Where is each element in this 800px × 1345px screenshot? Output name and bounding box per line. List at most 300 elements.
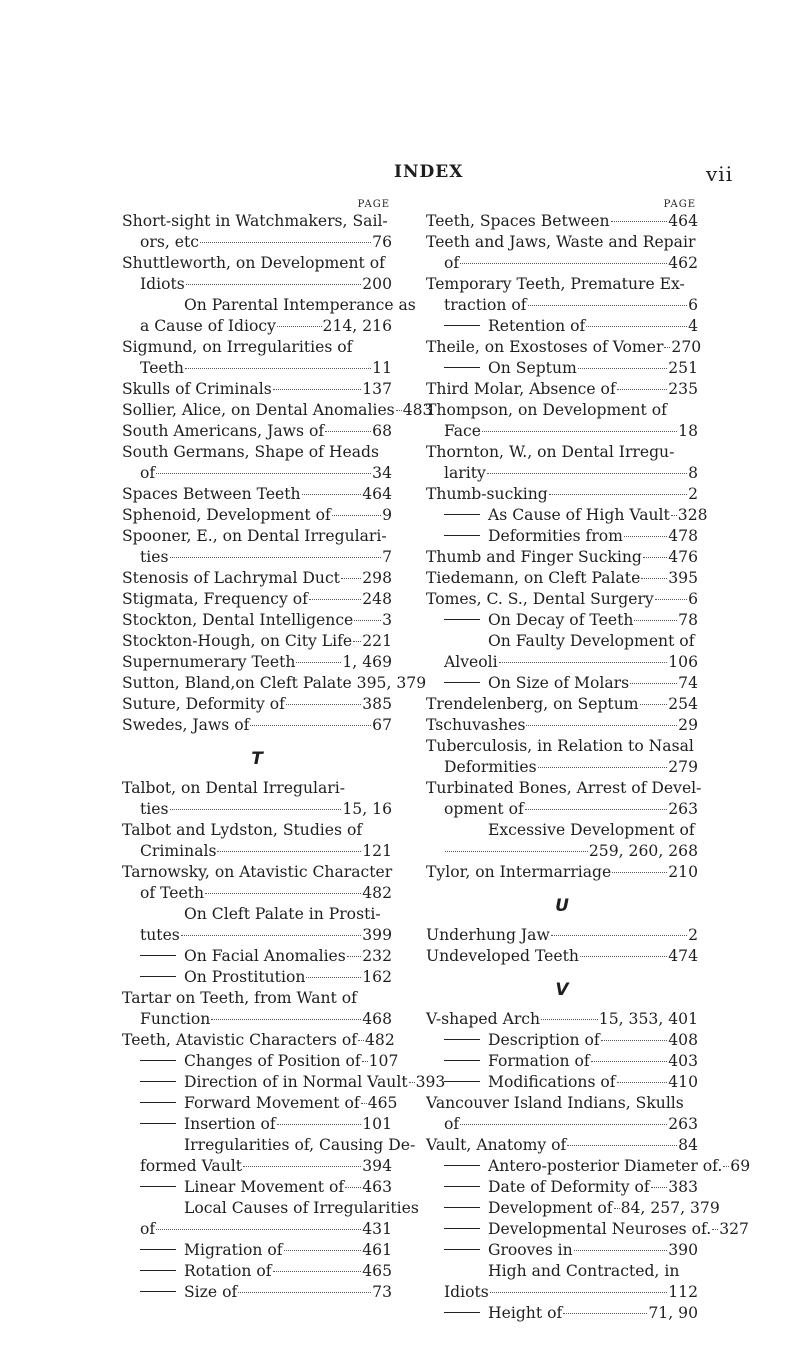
entry-text: Migration of <box>184 1241 283 1259</box>
index-entry-heading <box>122 1198 419 1219</box>
entry-text: of <box>444 1115 460 1133</box>
index-entry <box>426 946 698 967</box>
index-entry <box>122 1240 392 1261</box>
entry-text: South Germans, Shape of Heads <box>122 443 379 461</box>
index-entry <box>122 631 392 652</box>
page-ref: 121 <box>362 842 392 860</box>
page-ref: 101 <box>362 1115 392 1133</box>
dot-leader <box>617 389 668 390</box>
entry-text: Stigmata, Frequency of <box>122 590 308 608</box>
dot-leader <box>325 431 371 432</box>
dot-leader <box>580 956 667 957</box>
entry-text: Talbot, on Dental Irregulari- <box>122 779 346 797</box>
index-entry <box>122 610 392 631</box>
index-entry-heading <box>122 904 392 925</box>
entry-text: Face <box>444 422 482 440</box>
entry-text: of <box>140 1220 156 1238</box>
entry-text: Vault, Anatomy of <box>426 1136 567 1154</box>
repeat-dash <box>140 976 176 977</box>
index-entry <box>426 862 698 883</box>
page-ref: 200 <box>362 275 392 293</box>
entry-text: Short-sight in Watchmakers, Sail- <box>122 212 388 230</box>
dot-leader <box>354 620 381 621</box>
index-column-left <box>122 199 446 1303</box>
page-ref: 259, 260, 268 <box>588 842 698 860</box>
repeat-dash <box>444 619 480 620</box>
index-entry <box>426 694 698 715</box>
page-ref: 137 <box>362 380 392 398</box>
entry-text: As Cause of High Vault <box>488 506 670 524</box>
entry-text: Tiedemann, on Cleft Palate <box>426 569 641 587</box>
repeat-dash <box>140 1123 176 1124</box>
dot-leader <box>347 956 361 957</box>
entry-text: On Prostitution <box>184 968 306 986</box>
page-ref: 395 <box>668 569 698 587</box>
entry-text: Thumb-sucking <box>426 485 548 503</box>
page-number: vii <box>706 162 734 186</box>
repeat-dash <box>140 955 176 956</box>
index-entry <box>426 526 698 547</box>
dot-leader <box>217 851 361 852</box>
repeat-dash <box>444 1312 480 1313</box>
entry-text: V-shaped Arch <box>426 1010 541 1028</box>
page-column-label: PAGE <box>357 199 390 210</box>
page-ref: 34 <box>372 464 392 482</box>
dot-leader <box>306 977 361 978</box>
entry-text: Local Causes of Irregularities <box>184 1199 419 1217</box>
dot-leader <box>525 809 667 810</box>
index-entry <box>426 211 698 232</box>
page-ref: 9 <box>382 506 392 524</box>
index-entry-heading <box>122 442 392 463</box>
index-entry <box>122 967 392 988</box>
dot-leader <box>277 326 322 327</box>
page-ref: 270 <box>671 338 702 356</box>
entry-text: Underhung Jaw <box>426 926 550 944</box>
dot-leader <box>273 1271 362 1272</box>
entry-text: ties <box>140 548 169 566</box>
entry-text: Skulls of Criminals <box>122 380 272 398</box>
page-ref: 4 <box>688 317 698 335</box>
entry-text: Shuttleworth, on Development of <box>122 254 385 272</box>
index-entry <box>122 715 392 736</box>
page-ref: 74 <box>678 674 698 692</box>
index-entry <box>122 694 392 715</box>
dot-leader <box>170 557 382 558</box>
dot-leader <box>482 431 677 432</box>
index-entry-heading <box>122 337 392 358</box>
entry-text: On Parental Intemperance as <box>184 296 416 314</box>
dot-leader <box>362 1061 368 1062</box>
repeat-dash <box>140 1060 176 1061</box>
entry-text: Deformities from <box>488 527 623 545</box>
dot-leader <box>617 1082 668 1083</box>
dot-leader <box>302 494 362 495</box>
dot-leader <box>181 935 361 936</box>
repeat-dash <box>444 1060 480 1061</box>
page-ref: 221 <box>362 632 392 650</box>
repeat-dash <box>140 1081 176 1082</box>
page-ref: 482 <box>362 884 392 902</box>
entry-text: Tuberculosis, in Relation to Nasal <box>426 737 694 755</box>
page-ref: 403 <box>668 1052 698 1070</box>
entry-text: Teeth, Spaces Between <box>426 212 610 230</box>
entry-text: Forward Movement of <box>184 1094 360 1112</box>
page-ref: 67 <box>372 716 392 734</box>
dot-leader <box>200 242 371 243</box>
entry-text: Stockton, Dental Intelligence <box>122 611 354 629</box>
page-ref: 468 <box>362 1010 392 1028</box>
index-entry <box>122 925 392 946</box>
dot-leader <box>250 725 371 726</box>
index-entry-heading <box>122 778 392 799</box>
dot-leader <box>296 662 341 663</box>
page-ref: 478 <box>668 527 698 545</box>
page-ref: 393 <box>415 1073 446 1091</box>
index-entry <box>426 253 698 274</box>
page-ref: 107 <box>368 1052 399 1070</box>
page-ref: 210 <box>668 863 698 881</box>
index-entry <box>122 1072 446 1093</box>
page-ref: 464 <box>362 485 392 503</box>
entry-text: Description of <box>488 1031 600 1049</box>
dot-leader <box>156 473 371 474</box>
entry-text: South Americans, Jaws of <box>122 422 325 440</box>
entry-text: Undeveloped Teeth <box>426 947 579 965</box>
entry-text: Function <box>140 1010 211 1028</box>
section-letter: T <box>251 749 263 769</box>
entry-text: On Faulty Development of <box>488 632 695 650</box>
page-ref: 106 <box>668 653 698 671</box>
dot-leader <box>284 1250 362 1251</box>
page-ref: 15, 16 <box>342 800 392 818</box>
dot-leader <box>640 704 668 705</box>
entry-text: On Facial Anomalies <box>184 947 346 965</box>
page-ref: 483 <box>402 401 433 419</box>
index-entry <box>122 799 392 820</box>
page-ref: 18 <box>678 422 698 440</box>
dot-leader <box>630 683 677 684</box>
dot-leader <box>624 536 667 537</box>
dot-leader <box>591 1061 668 1062</box>
entry-text: ors, etc <box>140 233 199 251</box>
page-ref: 394 <box>362 1157 392 1175</box>
dot-leader <box>487 473 687 474</box>
page-ref: 68 <box>372 422 392 440</box>
dot-leader <box>353 641 361 642</box>
index-entry <box>122 568 392 589</box>
dot-leader <box>655 599 687 600</box>
dot-leader <box>651 1187 668 1188</box>
entry-text: formed Vault <box>140 1157 242 1175</box>
page-ref: 248 <box>362 590 392 608</box>
repeat-dash <box>140 1270 176 1271</box>
dot-leader <box>460 263 667 264</box>
page-ref: 84 <box>678 1136 698 1154</box>
repeat-dash <box>140 1102 176 1103</box>
page-ref: 390 <box>668 1241 698 1259</box>
index-entry <box>426 1177 698 1198</box>
entry-text: High and Contracted, in <box>488 1262 680 1280</box>
entry-text: Thornton, W., on Dental Irregu- <box>426 443 675 461</box>
dot-leader <box>170 809 342 810</box>
page-ref: 235 <box>668 380 698 398</box>
dot-leader <box>567 1145 677 1146</box>
dot-leader <box>528 305 688 306</box>
entry-text: Development of <box>488 1199 613 1217</box>
index-entry <box>122 652 392 673</box>
index-entry <box>426 1135 698 1156</box>
repeat-dash <box>444 682 480 683</box>
page-ref: 15, 353, 401 <box>598 1010 698 1028</box>
index-entry <box>122 946 392 967</box>
index-column-right <box>426 199 751 1324</box>
dot-leader <box>526 725 677 726</box>
dot-leader <box>205 893 361 894</box>
entry-text: Rotation of <box>184 1262 272 1280</box>
repeat-dash <box>140 1249 176 1250</box>
entry-text: ties <box>140 800 169 818</box>
page-ref: 71, 90 <box>648 1304 698 1322</box>
entry-text: Deformities <box>444 758 537 776</box>
page-ref: 8 <box>688 464 698 482</box>
page-ref: 328 <box>677 506 708 524</box>
entry-text: On Size of Molars <box>488 674 630 692</box>
entry-text: Suture, Deformity of <box>122 695 285 713</box>
page-ref: 6 <box>688 590 698 608</box>
page-ref: 399 <box>362 926 392 944</box>
page-ref: 431 <box>362 1220 392 1238</box>
page-ref: 408 <box>668 1031 698 1049</box>
entry-text: Modifications of <box>488 1073 616 1091</box>
index-entry-heading <box>122 862 392 883</box>
index-entry <box>426 1219 749 1240</box>
entry-text: Tschuvashes <box>426 716 526 734</box>
dot-leader <box>273 389 362 390</box>
page-ref: 29 <box>678 716 698 734</box>
page-ref: 73 <box>372 1283 392 1301</box>
page-ref: 410 <box>668 1073 698 1091</box>
index-entry <box>426 568 698 589</box>
entry-text: Third Molar, Absence of <box>426 380 616 398</box>
index-entry <box>122 421 392 442</box>
dot-leader <box>643 557 667 558</box>
entry-text: Thumb and Finger Sucking <box>426 548 642 566</box>
page-ref: 298 <box>362 569 392 587</box>
entry-text: Sigmund, on Irregularities of <box>122 338 353 356</box>
dot-leader <box>396 410 402 411</box>
repeat-dash <box>444 1249 480 1250</box>
index-entry <box>426 589 698 610</box>
index-entries <box>426 211 751 1324</box>
entry-text: Spaces Between Teeth <box>122 485 301 503</box>
page-ref: 76 <box>372 233 392 251</box>
page-ref: 3 <box>382 611 392 629</box>
entry-text: On Cleft Palate in Prosti- <box>184 905 381 923</box>
page-title: INDEX <box>394 162 464 182</box>
dot-leader <box>641 578 667 579</box>
page-column-label: PAGE <box>663 199 696 210</box>
entry-text: Tylor, on Intermarriage <box>426 863 612 881</box>
index-entry <box>426 610 698 631</box>
entry-text: Insertion of <box>184 1115 276 1133</box>
index-entries <box>122 211 446 1303</box>
dot-leader <box>538 767 668 768</box>
index-entry <box>426 652 698 673</box>
index-entry <box>122 274 392 295</box>
repeat-dash <box>140 1291 176 1292</box>
entry-text: Stockton-Hough, on City Life <box>122 632 353 650</box>
index-entry <box>426 295 698 316</box>
repeat-dash <box>140 1186 176 1187</box>
entry-text: Theile, on Exostoses of Vomer <box>426 338 664 356</box>
entry-text: On Decay of Teeth <box>488 611 634 629</box>
page-ref: 214, 216 <box>322 317 392 335</box>
dot-leader <box>574 1250 668 1251</box>
entry-text: Sutton, Bland,on Cleft Palate 395, 379 <box>122 674 427 692</box>
page-ref: 11 <box>372 359 392 377</box>
entry-text: Spooner, E., on Dental Irregulari- <box>122 527 387 545</box>
index-entry <box>426 379 698 400</box>
page-ref: 464 <box>668 212 698 230</box>
entry-text: Sphenoid, Development of <box>122 506 331 524</box>
index-entry <box>122 358 392 379</box>
repeat-dash <box>444 1207 480 1208</box>
index-entry-heading <box>426 274 698 295</box>
index-entry-heading <box>426 442 698 463</box>
page-ref: 263 <box>668 1115 698 1133</box>
dot-leader <box>460 1124 667 1125</box>
page-ref: 69 <box>730 1157 751 1175</box>
index-entry <box>426 673 698 694</box>
index-entry-heading <box>426 1093 698 1114</box>
entry-text: On Septum <box>488 359 577 377</box>
page-ref: 463 <box>362 1178 392 1196</box>
index-entry <box>122 1030 395 1051</box>
index-entry <box>426 1072 698 1093</box>
index-entry <box>122 1282 392 1303</box>
dot-leader <box>612 872 667 873</box>
index-entry <box>122 400 433 421</box>
entry-text: Retention of <box>488 317 586 335</box>
dot-leader <box>671 515 677 516</box>
index-entry <box>426 505 708 526</box>
section-letter: V <box>555 980 569 1000</box>
page-ref: 2 <box>688 926 698 944</box>
index-entry-heading <box>122 295 416 316</box>
index-entry <box>122 547 392 568</box>
index-entry <box>122 589 392 610</box>
dot-leader <box>445 851 588 852</box>
index-entry <box>426 925 698 946</box>
page-ref: 251 <box>668 359 698 377</box>
index-entry <box>122 1009 392 1030</box>
entry-text: of <box>444 254 460 272</box>
index-entry <box>426 1156 751 1177</box>
index-entry <box>426 547 698 568</box>
entry-text: Supernumerary Teeth <box>122 653 296 671</box>
dot-leader <box>499 662 668 663</box>
entry-text: Trendelenberg, on Septum <box>426 695 639 713</box>
repeat-dash <box>444 367 480 368</box>
page-ref: 474 <box>668 947 698 965</box>
dot-leader <box>601 1040 668 1041</box>
dot-leader <box>186 284 361 285</box>
index-entry <box>122 232 392 253</box>
page-ref: 84, 257, 379 <box>620 1199 720 1217</box>
entry-text: Temporary Teeth, Premature Ex- <box>426 275 685 293</box>
dot-leader <box>614 1208 620 1209</box>
entry-text: Grooves in <box>488 1241 573 1259</box>
entry-text: Changes of Position of <box>184 1052 361 1070</box>
entry-text: Height of <box>488 1304 563 1322</box>
page-ref: 112 <box>668 1283 698 1301</box>
dot-leader <box>541 1019 598 1020</box>
index-entry <box>426 799 698 820</box>
dot-leader <box>563 1313 647 1314</box>
page-ref: 263 <box>668 800 698 818</box>
page-ref: 162 <box>362 968 392 986</box>
entry-text: Teeth <box>140 359 184 377</box>
index-entry <box>122 1177 392 1198</box>
index-entry <box>122 883 392 904</box>
index-entry <box>426 463 698 484</box>
dot-leader <box>664 347 670 348</box>
index-entry-heading <box>122 253 392 274</box>
index-entry <box>122 1156 392 1177</box>
index-entry <box>426 1009 698 1030</box>
entry-text: Tarnowsky, on Atavistic Character <box>122 863 393 881</box>
dot-leader <box>490 1292 667 1293</box>
dot-leader <box>551 935 687 936</box>
entry-text: Talbot and Lydston, Studies of <box>122 821 363 839</box>
page-ref: 327 <box>719 1220 749 1238</box>
entry-text: Developmental Neuroses of. <box>488 1220 712 1238</box>
index-entry <box>122 484 392 505</box>
entry-text: Linear Movement of <box>184 1178 345 1196</box>
index-entry-heading <box>122 988 392 1009</box>
entry-text: Alveoli <box>444 653 498 671</box>
page-ref: 78 <box>678 611 698 629</box>
entry-text: a Cause of Idiocy <box>140 317 276 335</box>
dot-leader <box>309 599 361 600</box>
index-entry <box>122 1219 392 1240</box>
index-entry <box>426 358 698 379</box>
index-entry <box>426 1114 698 1135</box>
entry-text: tutes <box>140 926 180 944</box>
page-ref: 232 <box>362 947 392 965</box>
index-entry <box>122 1051 399 1072</box>
repeat-dash <box>444 535 480 536</box>
page-ref: 7 <box>382 548 392 566</box>
dot-leader <box>341 578 361 579</box>
repeat-dash <box>444 1081 480 1082</box>
entry-text: Formation of <box>488 1052 590 1070</box>
dot-leader <box>185 368 371 369</box>
entry-text: Direction of in Normal Vault <box>184 1073 408 1091</box>
page-ref: 2 <box>688 485 698 503</box>
dot-leader <box>277 1124 362 1125</box>
index-entry <box>122 841 392 862</box>
dot-leader <box>712 1229 718 1230</box>
entry-text: Idiots <box>140 275 185 293</box>
repeat-dash <box>444 514 480 515</box>
index-entry <box>122 316 392 337</box>
index-entry <box>426 316 698 337</box>
index-entry <box>122 379 392 400</box>
entry-text: Thompson, on Development of <box>426 401 667 419</box>
page-ref: 462 <box>668 254 698 272</box>
